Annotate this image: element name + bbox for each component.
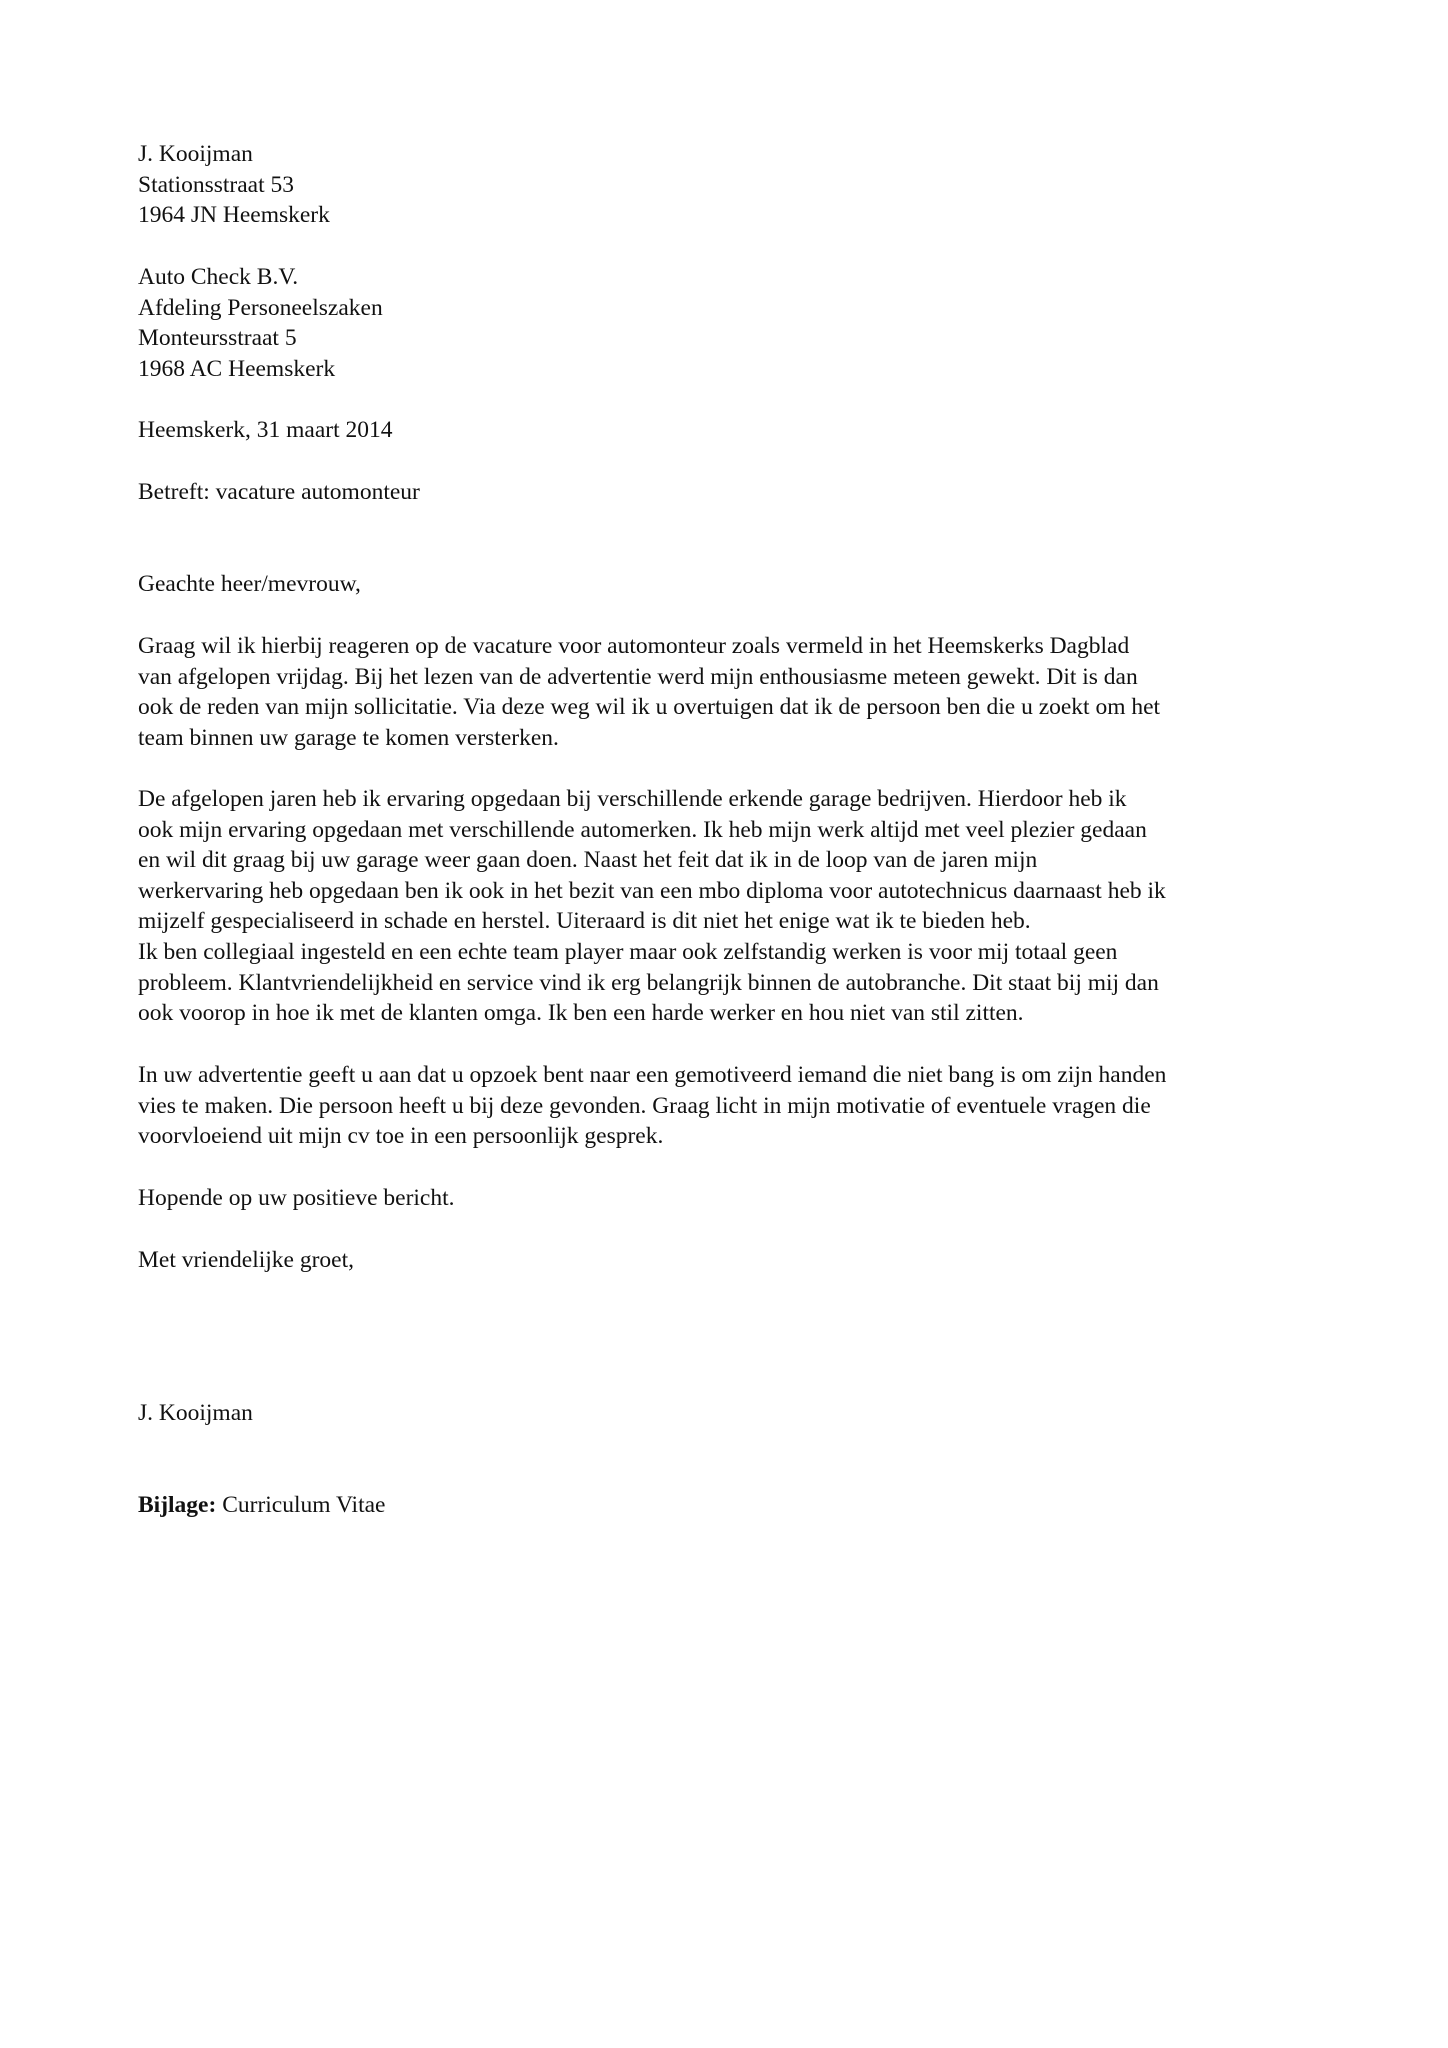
- place-date: Heemskerk, 31 maart 2014: [138, 417, 393, 443]
- paragraph-line: ook de reden van mijn sollicitatie. Via deze weg wil ik u overtuigen dat ik de persoon ben die u zoekt om het: [138, 694, 1161, 721]
- body-paragraph-3: [138, 1060, 1166, 1152]
- subject-line: Betreft: vacature automonteur: [138, 479, 420, 505]
- paragraph-line: voorvloeiend uit mijn cv toe in een persoonlijk gesprek.: [138, 1123, 664, 1150]
- recipient-company: Auto Check B.V.: [138, 264, 299, 290]
- recipient-postal-city: 1968 AC Heemskerk: [138, 355, 336, 382]
- recipient-address: [138, 262, 383, 384]
- paragraph-line: probleem. Klantvriendelijkheid en service vind ik erg belangrijk binnen de autobranche. Dit staat bij mij dan: [138, 969, 1159, 996]
- paragraph-line: In uw advertentie geeft u aan dat u opzoek bent naar een gemotiveerd iemand die niet bang is om zijn handen: [138, 1062, 1167, 1088]
- paragraph-line: van afgelopen vrijdag. Bij het lezen van de advertentie werd mijn enthousiasme meteen gewekt. Dit is dan: [138, 663, 1138, 690]
- sender-address: [138, 139, 330, 231]
- paragraph-line: werkervaring heb opgedaan ben ik ook in het bezit van een mbo diploma voor autotechnicus daarnaast heb ik: [138, 877, 1166, 904]
- attachment-label: Bijlage:: [138, 1492, 217, 1518]
- paragraph-line: vies te maken. Die persoon heeft u bij deze gevonden. Graag licht in mijn motivatie of eventuele vragen die: [138, 1092, 1151, 1119]
- recipient-street: Monteursstraat 5: [138, 325, 297, 352]
- body-paragraph-2: [138, 784, 1166, 1029]
- sender-postal-city: 1964 JN Heemskerk: [138, 202, 330, 229]
- paragraph-line: mijzelf gespecialiseerd in schade en herstel. Uiteraard is dit niet het enige wat ik te bieden heb.: [138, 908, 1031, 935]
- greeting: Met vriendelijke groet,: [138, 1247, 354, 1273]
- paragraph-line: Graag wil ik hierbij reageren op de vacature voor automonteur zoals vermeld in het Heemskerks Dagblad: [138, 633, 1130, 659]
- attachment-value: Curriculum Vitae: [216, 1492, 386, 1518]
- sender-street: Stationsstraat 53: [138, 171, 294, 198]
- recipient-department: Afdeling Personeelszaken: [138, 294, 383, 321]
- paragraph-line: team binnen uw garage te komen versterken.: [138, 724, 559, 751]
- paragraph-line: ook voorop in hoe ik met de klanten omga. Ik ben een harde werker en hou niet van stil zitten.: [138, 1000, 1024, 1027]
- paragraph-line: ook mijn ervaring opgedaan met verschillende automerken. Ik heb mijn werk altijd met veel plezier gedaan: [138, 816, 1147, 843]
- paragraph-line: en wil dit graag bij uw garage weer gaan doen. Naast het feit dat ik in de loop van de jaren mijn: [138, 847, 1038, 874]
- salutation: Geachte heer/mevrouw,: [138, 571, 361, 597]
- signature-name: J. Kooijman: [138, 1400, 253, 1426]
- paragraph-line: Ik ben collegiaal ingesteld en een echte team player maar ook zelfstandig werken is voor mij totaal geen: [138, 938, 1118, 965]
- closing-line: Hopende op uw positieve bericht.: [138, 1185, 455, 1211]
- sender-name: J. Kooijman: [138, 141, 253, 167]
- paragraph-line: De afgelopen jaren heb ik ervaring opgedaan bij verschillende erkende garage bedrijven. Hierdoor heb ik: [138, 786, 1127, 812]
- body-paragraph-1: [138, 631, 1160, 753]
- attachment-line: [138, 1490, 385, 1521]
